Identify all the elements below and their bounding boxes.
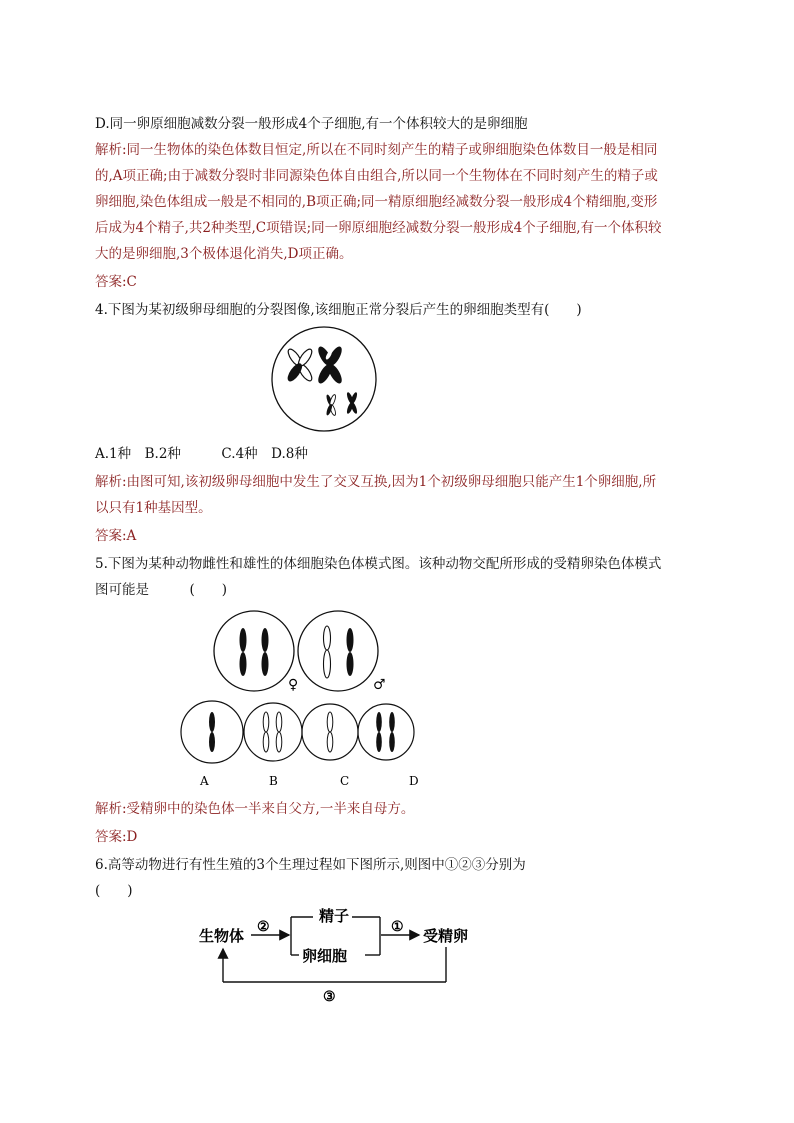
crossover-chromosome-black [316, 345, 345, 386]
female-cell [214, 611, 294, 691]
q6-process-diagram [195, 905, 485, 1005]
option-c-label: C [340, 774, 350, 788]
female-symbol: ♀ [288, 677, 299, 693]
male-symbol: ♂ [373, 677, 386, 693]
option-d-label: D [409, 774, 419, 788]
egg-label: 卵细胞 [302, 947, 348, 965]
q3-analysis-line-5: 大的是卵细胞,3个极体退化消失,D项正确。 [95, 246, 353, 262]
q4-options: A.1种 B.2种 C.4种 D.8种 [95, 446, 308, 462]
mark-1: ① [391, 919, 404, 935]
male-chromosomes [324, 626, 354, 678]
q3-analysis-line-2: 的,A项正确;由于减数分裂时非同源染色体自由组合,所以同一个生物体在不同时刻产生的精子或 [95, 168, 658, 184]
organism-label: 生物体 [199, 927, 245, 945]
male-cell [298, 611, 378, 691]
small-chromosome-1 [325, 394, 336, 416]
q4-stem: 4.下图为某初级卵母细胞的分裂图像,该细胞正常分裂后产生的卵细胞类型有( ) [95, 302, 582, 318]
mark-3: ③ [323, 989, 336, 1005]
q3-analysis-line-3: 卵细胞,染色体组成一般是不相同的,B项正确;同一精原细胞经减数分裂一般形成4个精细胞,变形 [95, 194, 658, 210]
crossover-chromosome-white [286, 347, 314, 383]
option-b-label: B [269, 774, 278, 788]
q5-karyotype-figure [170, 608, 430, 798]
female-chromosomes [240, 628, 269, 676]
q3-analysis-line-1: 解析:同一生物体的染色体数目恒定,所以在不同时刻产生的精子或卵细胞染色体数目一般是相同 [95, 142, 658, 158]
q3-option-d: D.同一卵原细胞减数分裂一般形成4个子细胞,有一个体积较大的是卵细胞 [95, 116, 528, 132]
zygote-label: 受精卵 [423, 927, 469, 945]
option-b-cell [244, 703, 302, 761]
q4-analysis-line-1: 解析:由图可知,该初级卵母细胞中发生了交叉互换,因为1个初级卵母细胞只能产生1个卵细胞,所 [95, 474, 657, 490]
q5-analysis: 解析:受精卵中的染色体一半来自父方,一半来自母方。 [95, 801, 415, 817]
q4-oocyte-figure [270, 325, 378, 433]
q5-stem-line-2: 图可能是 ( ) [95, 582, 228, 598]
option-d-cell [358, 704, 414, 760]
q4-answer: 答案:A [95, 528, 137, 544]
q6-stem-line-1: 6.高等动物进行有性生殖的3个生理过程如下图所示,则图中①②③分别为 [95, 857, 526, 873]
q5-answer: 答案:D [95, 829, 138, 845]
option-a-label: A [200, 774, 209, 788]
q3-answer: 答案:C [95, 274, 137, 290]
small-chromosome-2 [346, 392, 359, 415]
q6-stem-line-2: ( ) [95, 883, 133, 899]
q3-analysis-line-4: 后成为4个精子,共2种类型,C项错误;同一卵原细胞经减数分裂一般形成4个子细胞,有一个体积较 [95, 220, 662, 236]
mark-2: ② [257, 919, 270, 935]
q4-analysis-line-2: 以只有1种基因型。 [95, 500, 212, 516]
sperm-label: 精子 [319, 907, 350, 925]
q5-stem-line-1: 5.下图为某种动物雌性和雄性的体细胞染色体模式图。该种动物交配所形成的受精卵染色体模式 [95, 556, 662, 572]
